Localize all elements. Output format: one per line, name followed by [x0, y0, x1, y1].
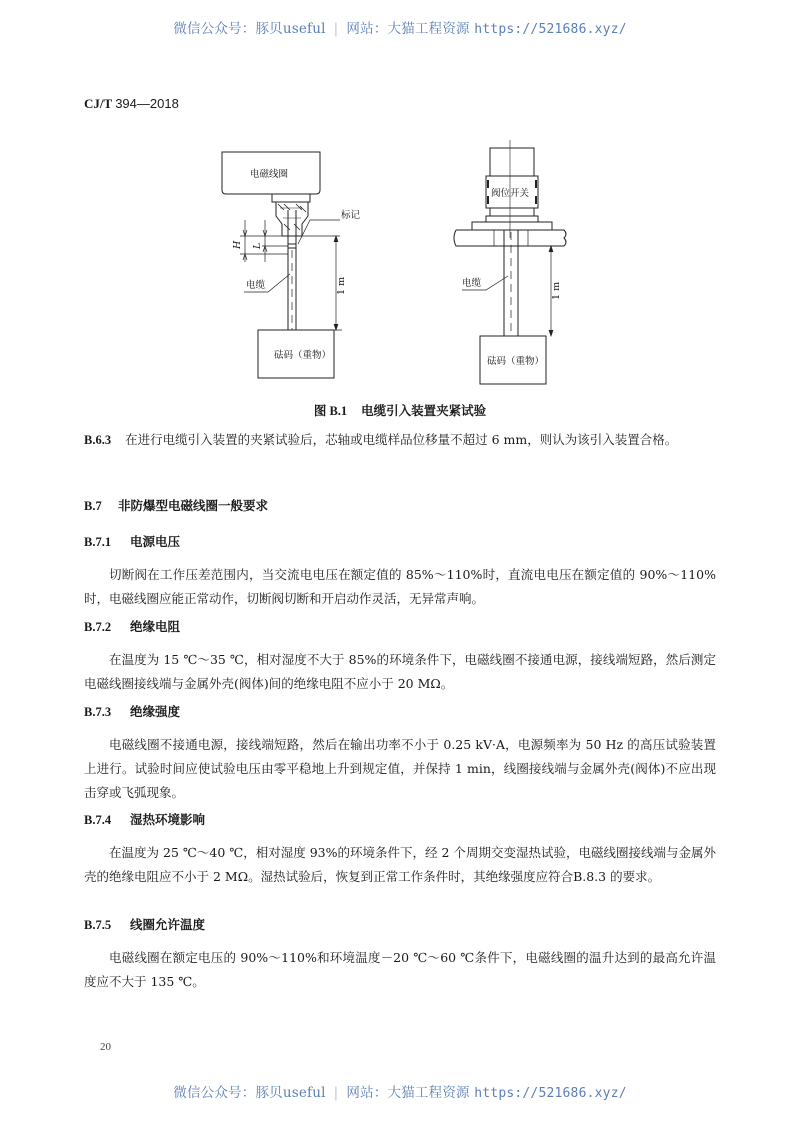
section-title: 湿热环境影响: [130, 812, 206, 827]
watermark-wechat: 微信公众号：豚贝useful: [173, 1085, 326, 1101]
standard-number: 394—2018: [115, 96, 179, 111]
section-number: B.7: [84, 499, 102, 513]
section-number: B.7.1: [84, 535, 112, 549]
left-weight-label: 砝码（重物）: [274, 350, 332, 361]
right-weight-label: 砝码（重物）: [487, 356, 545, 367]
section-number: B.7.4: [84, 813, 112, 827]
figure-number: 图 B.1: [313, 404, 348, 418]
section-b72-heading: [84, 615, 716, 639]
section-text: 在进行电缆引入装置的夹紧试验后，芯轴或电缆样品位移量不超过 6 mm，则认为该引入装置合格。: [125, 432, 678, 447]
watermark-separator: |: [333, 21, 339, 37]
dim-l-label: L: [252, 242, 263, 249]
section-b74-heading: [84, 808, 716, 832]
mark-label: 标记: [341, 210, 361, 221]
right-diagram: [454, 140, 566, 384]
section-b75-heading: [84, 913, 716, 937]
section-b74-text: 在温度为 25 ℃～40 ℃，相对湿度 93%的环境条件下，经 2 个周期交变湿热试验，电磁线圈接线端与金属外壳的绝缘电阻应不小于 2 MΩ。湿热试验后，恢复到正常工作条件时，其绝缘强度应符合B.8.3 的要求。: [84, 845, 716, 884]
watermark-top: [0, 17, 800, 37]
clamping-test-diagram: [0, 140, 800, 400]
standard-prefix: CJ/T: [84, 96, 112, 111]
section-b73-text: 电磁线圈不接通电源，接线端短路，然后在输出功率不小于 0.25 kV·A，电源频率为 50 Hz 的高压试验装置上进行。试验时间应使试验电压由零平稳地上升到规定值，并保持 1 min，线圈接线端与金属外壳(阀体)不应出现击穿或飞弧现象。: [84, 737, 716, 800]
figure-b1: [0, 140, 800, 400]
section-b71-text: 切断阀在工作压差范围内，当交流电电压在额定值的 85%～110%时，直流电电压在额定值的 90%～110% 时，电磁线圈应能正常动作，切断阀切断和开启动作灵活，无异常声响。: [84, 567, 716, 606]
watermark-url[interactable]: https://521686.xyz/: [474, 22, 627, 37]
section-b75-text: 电磁线圈在额定电压的 90%～110%和环境温度－20 ℃～60 ℃条件下，电磁线圈的温升达到的最高允许温度应不大于 135 ℃。: [84, 950, 716, 989]
right-cable-label: 电缆: [462, 278, 482, 289]
section-title: 非防爆型电磁线圈一般要求: [118, 498, 269, 513]
section-title: 绝缘强度: [130, 704, 181, 719]
section-number: B.6.3: [84, 433, 112, 447]
section-b63: [84, 428, 716, 452]
standard-code: [84, 96, 179, 112]
right-length-label: 1 m: [551, 281, 562, 300]
section-b73-heading: [84, 700, 716, 724]
section-number: B.7.2: [84, 620, 112, 634]
figure-title: 电缆引入装置夹紧试验: [361, 403, 487, 418]
section-b71-heading: [84, 530, 716, 554]
watermark-separator: |: [333, 1085, 339, 1101]
left-diagram: [222, 152, 342, 378]
watermark-site: 网站：大猫工程资源: [346, 21, 470, 37]
left-length-label: 1 m: [336, 276, 347, 295]
section-title: 绝缘电阻: [130, 619, 181, 634]
page-number: 20: [100, 1041, 111, 1053]
dim-h-label: H: [232, 240, 243, 249]
watermark-url[interactable]: https://521686.xyz/: [474, 1086, 627, 1101]
section-title: 线圈允许温度: [130, 917, 206, 932]
coil-label: 电磁线圈: [250, 169, 289, 180]
watermark-bottom: [0, 1081, 800, 1101]
section-number: B.7.5: [84, 918, 112, 932]
left-cable-label: 电缆: [246, 280, 266, 291]
watermark-site: 网站：大猫工程资源: [346, 1085, 470, 1101]
watermark-wechat: 微信公众号：豚贝useful: [173, 21, 326, 37]
section-b7-heading: [84, 494, 716, 518]
section-number: B.7.3: [84, 705, 112, 719]
valve-switch-label: 阀位开关: [491, 188, 530, 199]
section-title: 电源电压: [130, 534, 181, 549]
section-b72-text: 在温度为 15 ℃～35 ℃，相对湿度不大于 85%的环境条件下，电磁线圈不接通电源，接线端短路，然后测定电磁线圈接线端与金属外壳(阀体)间的绝缘电阻不应小于 20 MΩ。: [84, 652, 716, 691]
figure-caption: [0, 401, 800, 419]
